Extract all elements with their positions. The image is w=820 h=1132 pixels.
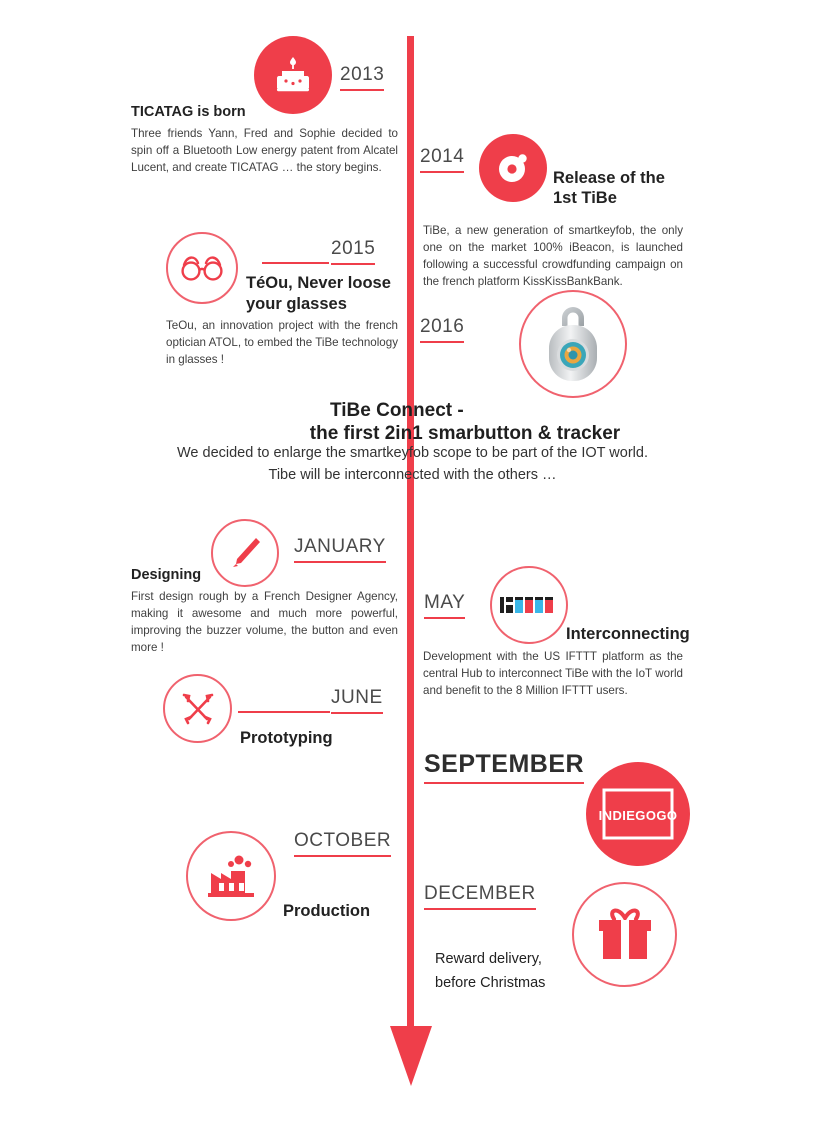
timeline-axis (407, 36, 414, 1031)
heading-reward-delivery-line2: before Christmas (435, 975, 546, 991)
heading-first-tibe-line2: 1st TiBe (553, 189, 617, 207)
body-first-tibe: TiBe, a new generation of smartkeyfob, the only one on the market 100% iBeacon, is launched following a successful crowdfunding campaign on the french platform KissKissBankBank. (423, 224, 683, 288)
heading-designing: Designing (131, 567, 202, 583)
month-january: JANUARY (294, 536, 386, 563)
tools-icon (163, 674, 232, 743)
heading-prototyping: Prototyping (240, 729, 333, 747)
heading-tibe-connect-line1: TiBe Connect - (330, 400, 464, 421)
svg-text:INDIEGOGO: INDIEGOGO (599, 808, 677, 823)
glasses-icon (166, 232, 238, 304)
month-december: DECEMBER (424, 883, 536, 910)
factory-icon (186, 831, 276, 921)
heading-reward-delivery-line1: Reward delivery, (435, 951, 542, 967)
body-designing: First design rough by a French Designer Agency, making it awesome and much more powerful, improving the buzzer volume, the button and even more ! (131, 590, 398, 654)
heading-first-tibe-line1: Release of the (553, 169, 665, 187)
body-ticatag-born: Three friends Yann, Fred and Sophie decided to spin off a Bluetooth Low energy patent from Alcatel Lucent, and create TICATAG … the story begins. (131, 127, 398, 174)
year-2015: 2015 (331, 238, 375, 265)
month-may: MAY (424, 592, 465, 619)
heading-production: Production (283, 902, 371, 920)
indiegogo-logo-icon (586, 762, 690, 866)
heading-teou-line1: TéOu, Never loose (246, 274, 391, 292)
heading-teou-line2: your glasses (246, 295, 347, 313)
month-september: SEPTEMBER (424, 750, 584, 784)
body-tibe-connect: We decided to enlarge the smartkeyfob scope to be part of the IOT world. Tibe will be interconnected with the others … (177, 445, 648, 483)
gift-box-icon (572, 882, 677, 987)
year-2015-rule (262, 262, 329, 264)
body-interconnecting: Development with the US IFTTT platform as the central Hub to interconnect TiBe with the IoT world and benefit to the 8 Million IFTTT users. (423, 650, 683, 697)
heading-tibe-connect-line2: the first 2in1 smarbutton & tracker (309, 423, 621, 444)
year-2013: 2013 (340, 64, 384, 91)
year-2016: 2016 (420, 316, 464, 343)
heading-ticatag-born: TICATAG is born (131, 104, 246, 120)
tibe-keyfob-icon (479, 134, 547, 202)
year-2014: 2014 (420, 146, 464, 173)
month-june: JUNE (331, 687, 383, 714)
tibe-connect-device-icon (519, 290, 627, 398)
heading-interconnecting: Interconnecting (566, 625, 690, 643)
month-june-rule (238, 711, 330, 713)
month-october: OCTOBER (294, 830, 391, 857)
timeline-arrow-icon (390, 1026, 432, 1086)
body-teou: TeOu, an innovation project with the french optician ATOL, to embed the TiBe technology in glasses ! (166, 319, 398, 366)
ifttt-logo-icon (490, 566, 568, 644)
